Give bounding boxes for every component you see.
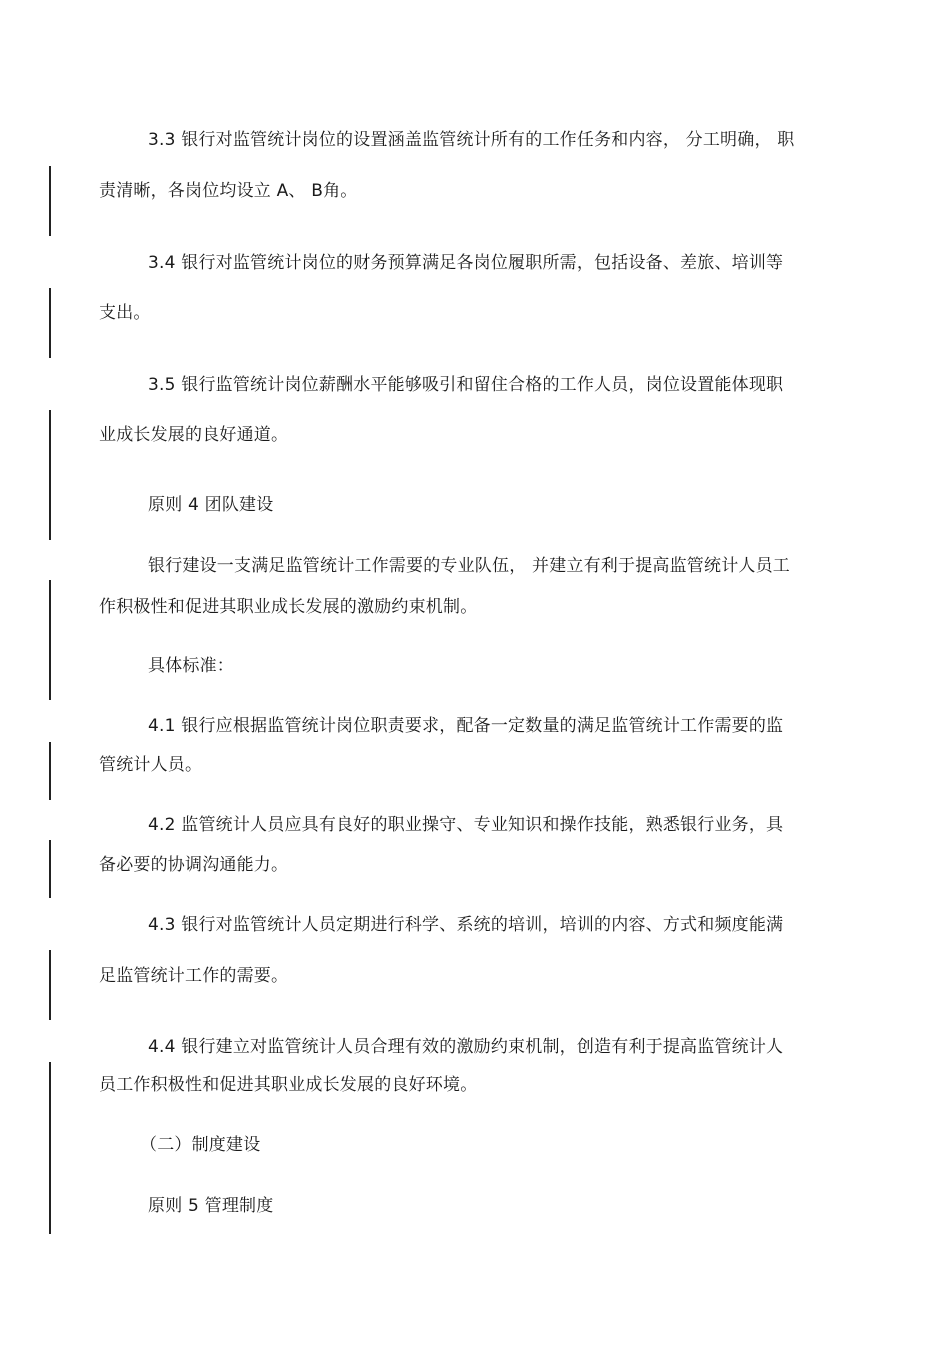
revision-bar [49,742,51,800]
paragraph-3-5-line-2: 业成长发展的良好通道。 [99,425,289,445]
paragraph-4-2-line-1: 4.2 监管统计人员应具有良好的职业操守、专业知识和操作技能，熟悉银行业务，具 [148,815,784,835]
paragraph-4-1-line-2: 管统计人员。 [99,755,203,775]
paragraph-4-3-line-1: 4.3 银行对监管统计人员定期进行科学、系统的培训，培训的内容、方式和频度能满 [148,915,784,935]
paragraph-4-4-line-1: 4.4 银行建立对监管统计人员合理有效的激励约束机制，创造有利于提高监管统计人 [148,1037,784,1057]
revision-bar [49,166,51,236]
paragraph-4-3-line-2: 足监管统计工作的需要。 [99,966,289,986]
revision-bar [49,288,51,358]
revision-bar [49,410,51,540]
paragraph-4-2-line-2: 备必要的协调沟通能力。 [99,855,289,875]
revision-bar [49,840,51,898]
paragraph-3-3-line-2: 责清晰，各岗位均设立 A、 B角。 [99,181,358,201]
principle-4-heading: 原则 4 团队建设 [148,495,274,515]
paragraph-3-3-line-1: 3.3 银行对监管统计岗位的设置涵盖监管统计所有的工作任务和内容， 分工明确， 职 [148,130,795,150]
paragraph-3-4-line-1: 3.4 银行对监管统计岗位的财务预算满足各岗位履职所需，包括设备、差旅、培训等 [148,253,784,273]
standards-label: 具体标准： [148,656,234,676]
paragraph-4-1-line-1: 4.1 银行应根据监管统计岗位职责要求，配备一定数量的满足监管统计工作需要的监 [148,716,784,736]
paragraph-3-5-line-1: 3.5 银行监管统计岗位薪酬水平能够吸引和留住合格的工作人员，岗位设置能体现职 [148,375,784,395]
paragraph-4-4-line-2: 员工作积极性和促进其职业成长发展的良好环境。 [99,1075,478,1095]
principle-4-intro-line-1: 银行建设一支满足监管统计工作需要的专业队伍， 并建立有利于提高监管统计人员工 [148,556,791,576]
paragraph-3-4-line-2: 支出。 [99,303,151,323]
revision-bar [49,950,51,1020]
revision-bar [49,580,51,700]
revision-bar [49,1062,51,1234]
principle-4-intro-line-2: 作积极性和促进其职业成长发展的激励约束机制。 [99,597,478,617]
principle-5-heading: 原则 5 管理制度 [148,1196,274,1216]
section-2-heading: （二）制度建设 [140,1135,261,1155]
